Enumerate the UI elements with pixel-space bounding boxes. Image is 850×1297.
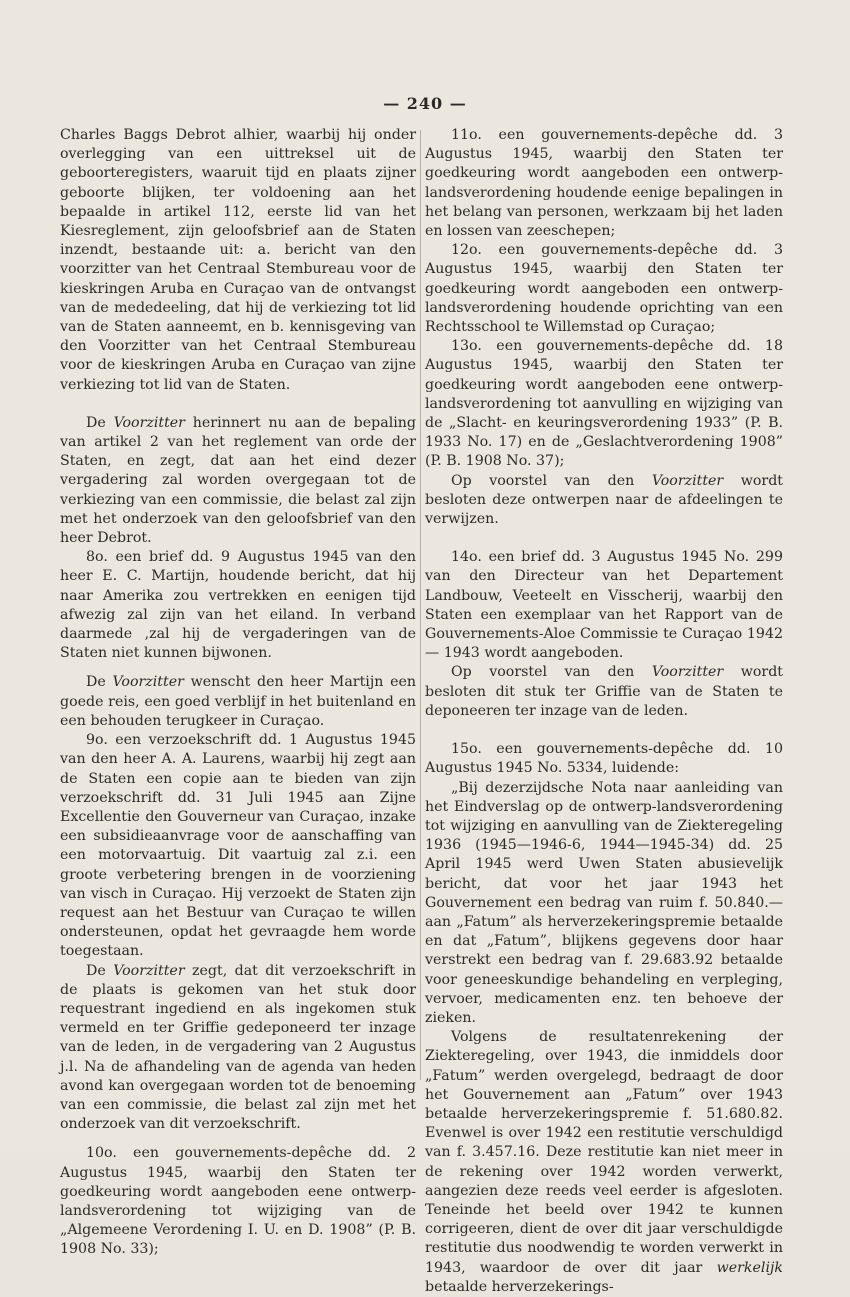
page-number: — 240 — [383,94,467,113]
paragraph-item-15: 15o. een gouvernements-depêche dd. 10 Augustus 1945 No. 5334, luidende: [425,741,783,777]
paragraph-item-8: 8o. een brief dd. 9 Augustus 1945 van den heer E. C. Martijn, houdende bericht, dat hij naar Amerika zou vertrekken en eenigen tijd afwezig zal zijn van het eiland. In verband daarmede ,zal hij de vergaderingen van de Staten niet kunnen bijwonen. [60,549,416,662]
column-divider [420,130,421,1080]
paragraph-voorzitter-ontwerpen: Op voorstel van den Voorzitter wordt besloten deze ontwerpen naar de afdeelingen te verwijzen. [425,472,783,528]
paragraph-item-14: 14o. een brief dd. 3 Augustus 1945 No. 299 van den Directeur van het Departement Landbouw, Veeteelt en Visscherij, waarbij den Staten een exemplaar van het Rapport van de Gouvernements-Aloe Commissie te Curaçao 1942— 1943 wordt aangeboden. [425,549,783,662]
paragraph-item-11: 11o. een gouvernements-depêche dd. 3 Augustus 1945, waarbij den Staten ter goedkeuring wordt aangeboden een ontwerp-landsverordening houdende eenige bepalingen in het belang van personen, werkzaam bij het laden en lossen van zeeschepen; [425,127,783,240]
paragraph-nota-quote: „Bij dezerzijdsche Nota naar aanleiding van het Eindverslag op de ontwerp-landsverordening tot wijziging en aanvulling van de Ziekteregeling 1936 (1945—1946-6, 1944—1945-34) dd. 25 April 1945 werd Uwen Staten abusievelijk bericht, dat voor het jaar 1943 het Gouvernement een bedrag van ruim f. 50.840.— aan „Fatum” als herverzekeringspremie betaalde en dat „Fatum”, blijkens gegevens door haar verstrekt een bedrag van f. 29.683.92 betaalde voor geneeskundige behandeling en verpleging, vervoer, medicamenten enz. ten behoeve der zieken. [425,779,783,1026]
paragraph-item-10: 10o. een gouvernements-depêche dd. 2 Augustus 1945, waarbij den Staten ter goedkeuring wordt aangeboden eene ontwerp-landsverordening tot wijziging van de „Algemeene Verordening I. U. en D. 1908” (P. B. 1908 No. 33); [60,1145,416,1258]
paragraph-debrot-credentials: Charles Baggs Debrot alhier, waarbij hij onder overlegging van een uittreksel uit de geboorteregisters, waaruit tijd en plaats zijner geboorte blijken, ter voldoening aan het bepaalde in artikel 112, eerste lid van het Kiesreglement, zijn geloofsbrief aan de Staten inzendt, bestaande uit: a. bericht van den voorzitter van het Centraal Stembureau voor de kieskringen Aruba en Curaçao van de ontvangst van de mededeeling, dat hij de verkiezing tot lid van de Staten aanneemt, en b. kennisgeving van den Voorzitter van het Centraal Stembureau voor de kieskringen Aruba en Curaçao van zijne verkiezing tot lid van de Staten. [60,127,416,393]
paragraph-item-9: 9o. een verzoekschrift dd. 1 Augustus 1945 van den heer A. A. Laurens, waarbij hij zegt aan de Staten een copie aan te bieden van zijn verzoekschrift dd. 31 Juli 1945 aan Zijne Excellentie den Gouverneur van Curaçao, inzake een subsidieaanvrage voor de aanschaffing van een motorvaartuig. Dit vaartuig zal z.i. een groote verbetering brengen in de voorziening van visch in Curaçao. Hij verzoekt de Staten zijn request aan het Bestuur van Curaçao te willen ondersteunen, opdat het gevraagde hem worde toegestaan. [60,732,416,960]
paragraph-voorzitter-griffie: Op voorstel van den Voorzitter wordt besloten dit stuk ter Griffie van de Staten te deponeeren ter inzage van de leden. [425,664,783,719]
paragraph-resultatenrekening: Volgens de resultatenrekening der Ziekteregeling, over 1943, die inmiddels door „Fatum” werden overgelegd, bedraagt de door het Gouvernement aan „Fatum” over 1943 betaalde herverzekeringspremie f. 51.680.82. Evenwel is over 1942 een restitutie verschuldigd van f. 3.457.16. Deze restitutie kan niet meer in de rekening over 1942 worden verwerkt, aangezien deze reeds veel eerder is afgesloten. Teneinde het beeld over 1942 te kunnen corrigeeren, dient de over dit jaar verschuldigde restitutie dus noodwendig te worden verwerkt in 1943, waardoor de over dit jaar werkelijk betaalde herverzekerings- [425,1029,783,1295]
paragraph-voorzitter-martijn: De Voorzitter wenscht den heer Martijn een goede reis, een goed verblijf in het buitenland en een behouden terugkeer in Curaçao. [60,674,416,729]
paragraph-item-13: 13o. een gouvernements-depêche dd. 18 Augustus 1945, waarbij den Staten ter goedkeuring wordt aangeboden eene ontwerp-landsverordening tot aanvulling en wijziging van de „Slacht- en keuringsverordening 1933” (P. B. 1933 No. 17) en de „Geslachtverordening 1908” (P. B. 1908 No. 37); [425,338,783,470]
left-column [60,126,416,1260]
paragraph-item-12: 12o. een gouvernements-depêche dd. 3 Augustus 1945, waarbij den Staten ter goedkeuring wordt aangeboden een ontwerp-landsverordening houdende oprichting van een Rechtsschool te Willemstad op Curaçao; [425,242,783,336]
paragraph-voorzitter-verzoekschrift: De Voorzitter zegt, dat dit verzoekschrift in de plaats is gekomen van het stuk door requestrant ingediend en als ingekomen stuk vermeld en ter Griffie gedeponeerd ter inzage van de leden, in de vergadering van 2 Augustus j.l. Na de afhandeling van de agenda van heden avond kan overgegaan worden tot de benoeming van een commissie, die belast zal zijn met het onderzoek van dit verzoekschrift. [60,962,416,1133]
right-column [425,126,783,1297]
paragraph-voorzitter-commission: De Voorzitter herinnert nu aan de bepaling van artikel 2 van het reglement van orde der Staten, en zegt, dat aan het eind dezer vergadering zal worden overgegaan tot de verkiezing van een commissie, die belast zal zijn met het onderzoek van den geloofsbrief van den heer Debrot. [60,414,416,547]
